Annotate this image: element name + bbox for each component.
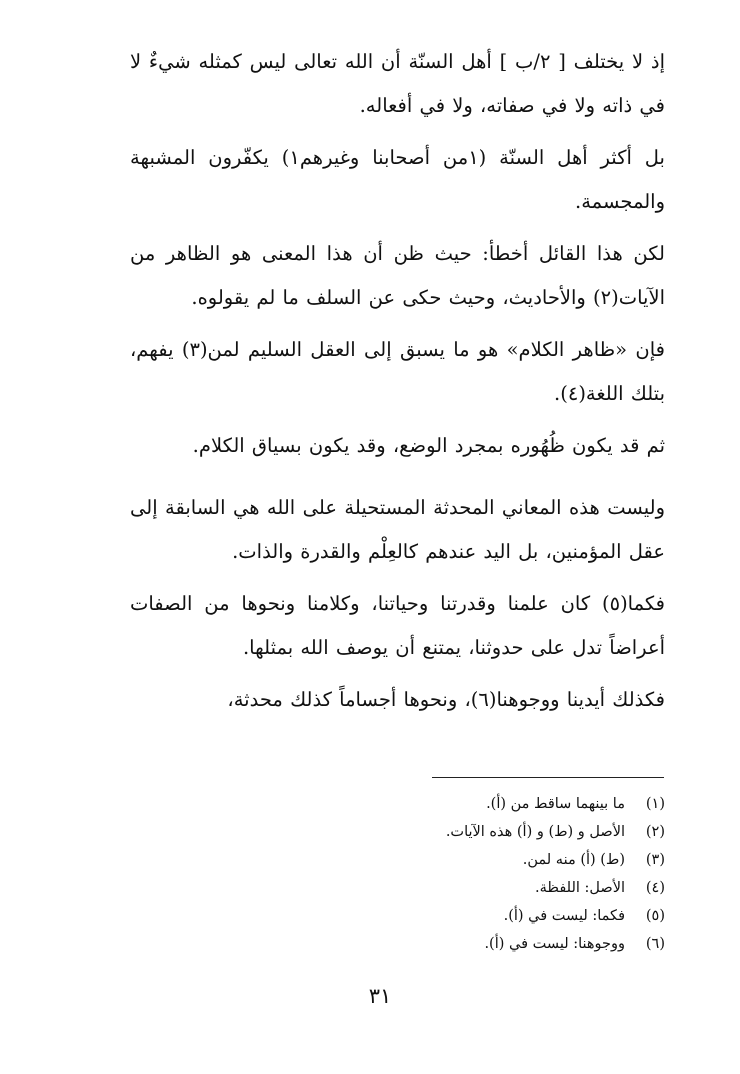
footnote-3 [265, 846, 665, 874]
paragraph-1: إذ لا يختلف [ ٢/ب ] أهل السنّة أن الله تعالى ليس كمثله شيءٌ لا في ذاته ولا في صفاته، ولا في أفعاله. [130, 50, 665, 117]
footnote-text: (ط) (أ) منه لمن. [522, 852, 625, 868]
paragraph-6: وليست هذه المعاني المحدثة المستحيلة على الله هي السابقة إلى عقل المؤمنين، بل اليد عندهم كالعِلْم والقدرة والذات. [130, 496, 665, 563]
paragraph-8: فكذلك أيدينا ووجوهنا(٦)، ونحوها أجساماً كذلك محدثة، [227, 688, 665, 711]
footnote-1 [265, 790, 665, 818]
footnote-text: ووجوهنا: ليست في (أ). [484, 936, 625, 952]
footnote-number: (٥) [645, 908, 665, 924]
paragraph-7: فكما(٥) كان علمنا وقدرتنا وحياتنا، وكلامنا ونحوها من الصفات أعراضاً تدل على حدوثنا، يمتنع أن يوصف الله بمثلها. [130, 592, 665, 659]
main-text [130, 40, 665, 730]
footnote-text: الأصل و (ط) و (أ) هذه الآيات. [445, 824, 625, 840]
footnote-text: ما بينهما ساقط من (أ). [486, 796, 625, 812]
footnote-6 [265, 930, 665, 958]
paragraph-5: ثم قد يكون ظُهُوره بمجرد الوضع، وقد يكون بسياق الكلام. [192, 434, 665, 457]
footnote-text: فكما: ليست في (أ). [503, 908, 625, 924]
footnote-number: (٦) [645, 936, 665, 952]
footnote-4 [265, 874, 665, 902]
paragraph-2: بل أكثر أهل السنّة (١من أصحابنا وغيرهم١) يكفّرون المشبهة والمجسمة. [130, 146, 665, 213]
footnote-text: الأصل: اللفظة. [535, 880, 625, 896]
footnote-number: (٢) [645, 824, 665, 840]
footnote-number: (١) [645, 796, 665, 812]
footnote-number: (٣) [645, 852, 665, 868]
paragraph-4: فإن «ظاهر الكلام» هو ما يسبق إلى العقل السليم لمن(٣) يفهم، بتلك اللغة(٤). [130, 338, 665, 405]
footnote-divider [432, 777, 664, 778]
page-number: ٣١ [368, 984, 392, 1008]
paragraph-3: لكن هذا القائل أخطأ: حيث ظن أن هذا المعنى هو الظاهر من الآيات(٢) والأحاديث، وحيث حكى عن السلف ما لم يقولوه. [130, 242, 665, 309]
footnote-2 [265, 818, 665, 846]
footnote-number: (٤) [645, 880, 665, 896]
footnote-5 [265, 902, 665, 930]
footnotes-list [265, 790, 665, 958]
